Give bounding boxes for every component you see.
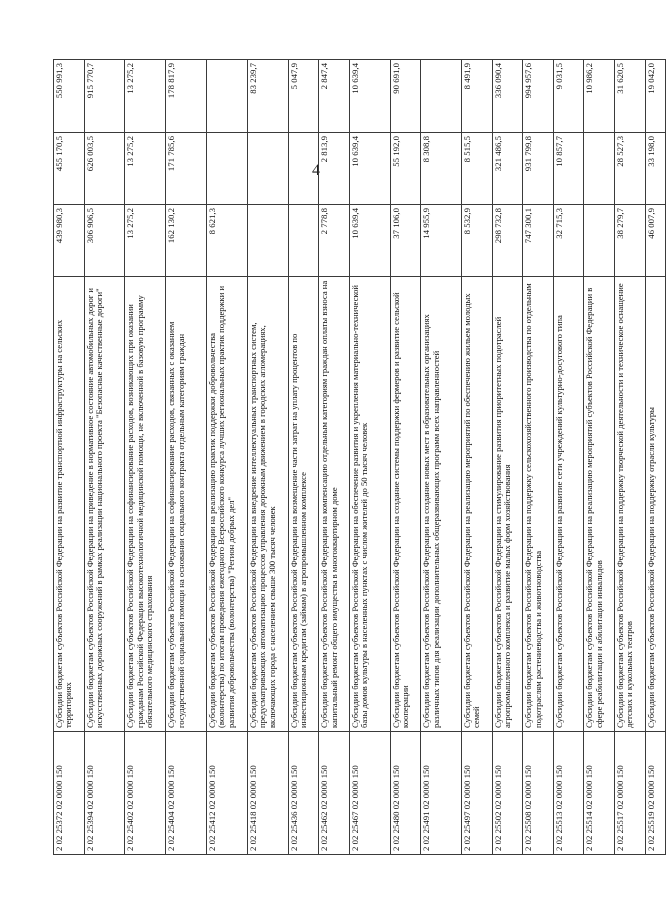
value-2023-cell: 90 691,0	[390, 60, 421, 133]
budget-code-cell: 2 02 25436 02 0000 150	[288, 732, 319, 855]
table-row	[349, 60, 390, 855]
budget-code-cell: 2 02 25480 02 0000 150	[390, 732, 421, 855]
budget-code-cell: 2 02 25517 02 0000 150	[614, 732, 645, 855]
value-2021-cell: 38 279,7	[614, 205, 645, 277]
budget-code-cell: 2 02 25502 02 0000 150	[492, 732, 523, 855]
value-2022-cell: 8 515,5	[461, 133, 492, 205]
value-2023-cell: 336 090,4	[492, 60, 523, 133]
description-cell: Субсидии бюджетам субъектов Российской Федерации на приведение в нормативное состояние автомобильных дорог и искусственных дорожных сооружений в рамках реализации национального проекта "Безопасные качественные дороги"	[84, 277, 125, 732]
value-2022-cell: 931 799,8	[523, 133, 554, 205]
value-2021-cell: 8 621,3	[206, 205, 247, 277]
value-2021-cell: 32 715,3	[553, 205, 584, 277]
value-2021-cell: 306 906,5	[84, 205, 125, 277]
budget-code-cell: 2 02 25497 02 0000 150	[461, 732, 492, 855]
table-row	[390, 60, 421, 855]
value-2023-cell: 13 275,2	[125, 60, 166, 133]
budget-code-cell: 2 02 25508 02 0000 150	[523, 732, 554, 855]
value-2021-cell: 747 300,1	[523, 205, 554, 277]
value-2022-cell: 455 170,5	[54, 133, 85, 205]
value-2023-cell: 19 042,0	[645, 60, 665, 133]
value-2023-cell: 994 957,6	[523, 60, 554, 133]
table-row	[614, 60, 645, 855]
description-cell: Субсидии бюджетам субъектов Российской Федерации на создание новых мест в образовательных организациях различных типов для реализации дополнительных общеразвивающих программ всех направленностей	[421, 277, 462, 732]
value-2022-cell: 2 813,9	[319, 133, 350, 205]
value-2023-cell: 8 491,9	[461, 60, 492, 133]
value-2021-cell: 10 639,4	[349, 205, 390, 277]
table-row	[247, 60, 288, 855]
budget-table-body	[54, 60, 666, 855]
budget-code-cell: 2 02 25519 02 0000 150	[645, 732, 665, 855]
table-row	[166, 60, 207, 855]
value-2023-cell: 2 847,4	[319, 60, 350, 133]
table-row	[523, 60, 554, 855]
value-2023-cell: 9 031,5	[553, 60, 584, 133]
description-cell: Субсидии бюджетам субъектов Российской Федерации на софинансирование расходов, возникающих при оказании гражданам Российской Федерации высокотехнологичной медицинской помощи, не включенной в базовую программу обязательного медицинского страхования	[125, 277, 166, 732]
value-2022-cell	[206, 133, 247, 205]
budget-code-cell: 2 02 25467 02 0000 150	[349, 732, 390, 855]
budget-code-cell: 2 02 25412 02 0000 150	[206, 732, 247, 855]
description-cell: Субсидии бюджетам субъектов Российской Федерации на поддержку творческой деятельности и техническое оснащение детских и кукольных театров	[614, 277, 645, 732]
value-2021-cell	[247, 205, 288, 277]
value-2021-cell: 162 130,2	[166, 205, 207, 277]
value-2021-cell	[288, 205, 319, 277]
value-2023-cell: 550 991,3	[54, 60, 85, 133]
value-2022-cell: 55 192,0	[390, 133, 421, 205]
description-cell: Субсидии бюджетам субъектов Российской Федерации на поддержку сельскохозяйственного производства по отдельным подотраслям растениеводства и животноводства	[523, 277, 554, 732]
value-2023-cell: 178 817,9	[166, 60, 207, 133]
description-cell: Субсидии бюджетам субъектов Российской Федерации на развитие сети учреждений культурно-досугового типа	[553, 277, 584, 732]
budget-code-cell: 2 02 25404 02 0000 150	[166, 732, 207, 855]
value-2022-cell: 171 785,6	[166, 133, 207, 205]
budget-code-cell: 2 02 25418 02 0000 150	[247, 732, 288, 855]
description-cell: Субсидии бюджетам субъектов Российской Федерации на компенсацию отдельным категориям граждан оплаты взноса на капитальный ремонт общего имущества в многоквартирном доме	[319, 277, 350, 732]
budget-code-cell: 2 02 25513 02 0000 150	[553, 732, 584, 855]
value-2022-cell: 321 486,5	[492, 133, 523, 205]
value-2022-cell: 33 198,0	[645, 133, 665, 205]
budget-code-cell: 2 02 25462 02 0000 150	[319, 732, 350, 855]
value-2022-cell: 10 857,7	[553, 133, 584, 205]
value-2022-cell	[584, 133, 615, 205]
budget-code-cell: 2 02 25402 02 0000 150	[125, 732, 166, 855]
description-cell: Субсидии бюджетам субъектов Российской Федерации на реализацию практик поддержки добровольчества (волонтерства) по итогам проведения ежегодного Всероссийского конкурса лучших региональных практик поддержки и развития добровольчества (волонтерства) "Регион добрых дел"	[206, 277, 247, 732]
table-row	[461, 60, 492, 855]
budget-code-cell: 2 02 25372 02 0000 150	[54, 732, 85, 855]
value-2021-cell: 13 275,2	[125, 205, 166, 277]
value-2023-cell: 5 047,9	[288, 60, 319, 133]
value-2023-cell: 83 239,7	[247, 60, 288, 133]
value-2023-cell	[206, 60, 247, 133]
value-2023-cell	[421, 60, 462, 133]
value-2023-cell: 31 620,5	[614, 60, 645, 133]
description-cell: Субсидии бюджетам субъектов Российской Федерации на создание системы поддержки фермеров и развитие сельской кооперации	[390, 277, 421, 732]
value-2022-cell: 13 275,2	[125, 133, 166, 205]
description-cell: Субсидии бюджетам субъектов Российской Федерации на внедрение интеллектуальных транспортных систем, предусматривающих автоматизацию процессов управления дорожным движением в городских агломерациях, включающих города с населением свыше 300 тысяч человек	[247, 277, 288, 732]
value-2022-cell	[247, 133, 288, 205]
table-row	[125, 60, 166, 855]
budget-table	[53, 59, 666, 855]
value-2021-cell: 298 732,8	[492, 205, 523, 277]
value-2021-cell: 14 955,9	[421, 205, 462, 277]
table-row	[84, 60, 125, 855]
budget-code-cell: 2 02 25514 02 0000 150	[584, 732, 615, 855]
value-2022-cell: 10 639,4	[349, 133, 390, 205]
description-cell: Субсидии бюджетам субъектов Российской Федерации на реализацию мероприятий субъектов Российской Федерации в сфере реабилитации и абилитации инвалидов	[584, 277, 615, 732]
description-cell: Субсидии бюджетам субъектов Российской Федерации на поддержку отрасли культуры	[645, 277, 665, 732]
description-cell: Субсидии бюджетам субъектов Российской Федерации на софинансирование расходов, связанных с оказанием государственной социальной помощи на основании социального контракта отдельным категориям граждан	[166, 277, 207, 732]
value-2021-cell: 2 778,8	[319, 205, 350, 277]
value-2021-cell: 46 007,9	[645, 205, 665, 277]
budget-code-cell: 2 02 25394 02 0000 150	[84, 732, 125, 855]
value-2021-cell: 8 532,9	[461, 205, 492, 277]
value-2022-cell: 28 527,3	[614, 133, 645, 205]
table-row	[553, 60, 584, 855]
value-2022-cell: 626 003,5	[84, 133, 125, 205]
table-row	[206, 60, 247, 855]
description-cell: Субсидии бюджетам субъектов Российской Федерации на возмещение части затрат на уплату процентов по инвестиционным кредитам (займам) в агропромышленном комплексе	[288, 277, 319, 732]
table-row	[319, 60, 350, 855]
table-row	[492, 60, 523, 855]
value-2021-cell	[584, 205, 615, 277]
description-cell: Субсидии бюджетам субъектов Российской Федерации на реализацию мероприятий по обеспечению жильем молодых семей	[461, 277, 492, 732]
table-row	[54, 60, 85, 855]
value-2023-cell: 10 639,4	[349, 60, 390, 133]
value-2022-cell	[288, 133, 319, 205]
table-row	[584, 60, 615, 855]
table-row	[645, 60, 665, 855]
value-2022-cell: 8 308,8	[421, 133, 462, 205]
table-row	[288, 60, 319, 855]
description-cell: Субсидии бюджетам субъектов Российской Федерации на стимулирование развития приоритетных подотраслей агропромышленного комплекса и развитие малых форм хозяйствования	[492, 277, 523, 732]
value-2021-cell: 37 106,0	[390, 205, 421, 277]
rotated-table-wrapper	[53, 60, 656, 855]
budget-code-cell: 2 02 25491 02 0000 150	[421, 732, 462, 855]
page-number: 4	[312, 162, 320, 179]
value-2023-cell: 10 986,2	[584, 60, 615, 133]
value-2021-cell: 439 980,3	[54, 205, 85, 277]
value-2023-cell: 915 770,7	[84, 60, 125, 133]
description-cell: Субсидии бюджетам субъектов Российской Федерации на развитие транспортной инфраструктуры на сельских территориях	[54, 277, 85, 732]
table-row	[421, 60, 462, 855]
description-cell: Субсидии бюджетам субъектов Российской Федерации на обеспечение развития и укрепления материально-технической базы домов культуры в населенных пунктах с числом жителей до 50 тысяч человек	[349, 277, 390, 732]
